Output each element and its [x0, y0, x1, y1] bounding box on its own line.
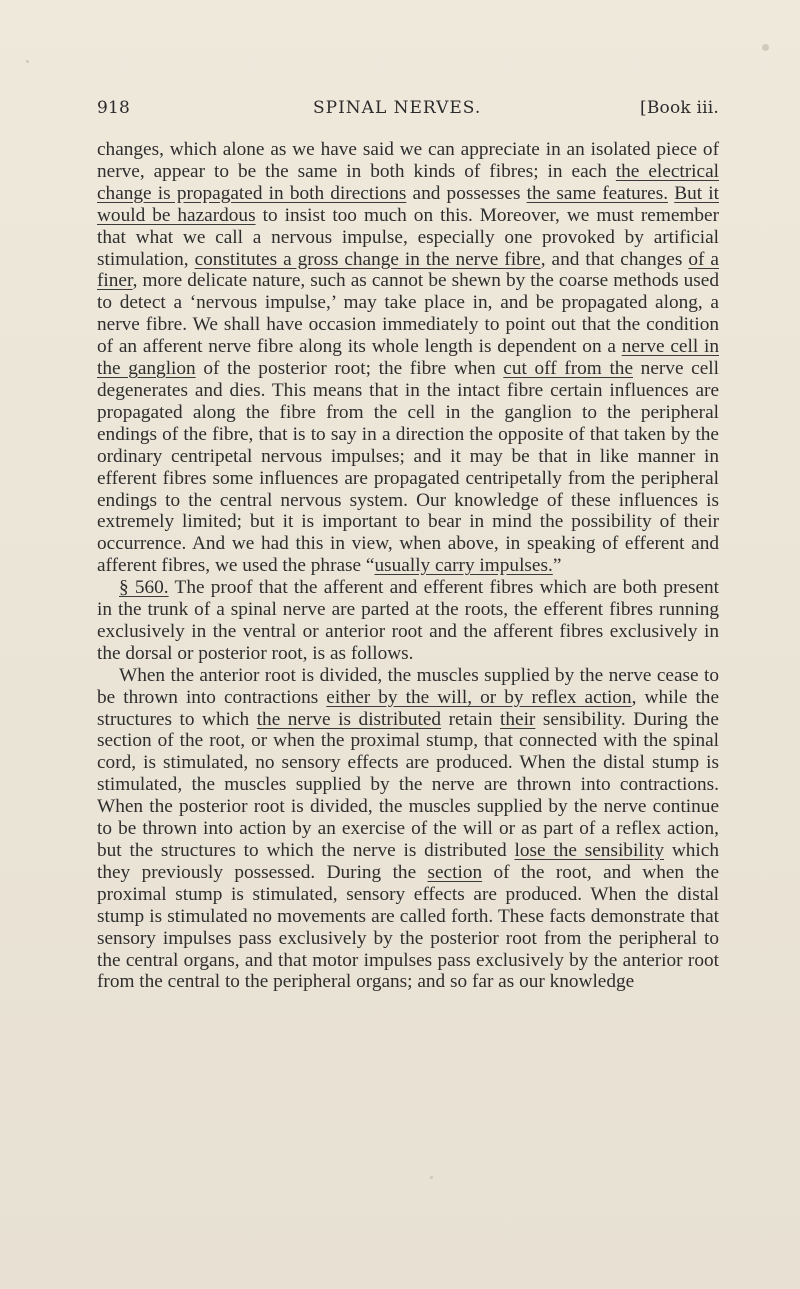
paragraph-continuation	[97, 139, 719, 577]
text-run: changes, which alone as we have said we can appreciate in an isolated piece of nerve, appear to be the same in both kinds of fibres; in each	[97, 139, 719, 182]
underlined-phrase: section	[427, 861, 483, 883]
text-run: , while the structures to which	[97, 686, 720, 730]
text-run: retain	[441, 708, 501, 730]
text-run: which they previously possessed. During the	[97, 840, 719, 883]
text-run: of the root, and when the proximal stump is stimulated, sensory effects are produced. When the distal stump is stimulated no movements are called forth. These facts demonstrate that sensory impulses pass exclusively by the posterior root from the peripheral to the central organs, and that motor impulses pass exclusively by the anterior root from the central to the peripheral organs; and so far as our knowledge	[97, 861, 719, 993]
text-run: nerve cell degenerates and dies. This means that in the intact fibre certain influences are propagated along the fibre from the cell in the ganglion to the peripheral endings of the fibre, that is to say in a direction the opposite of that taken by the ordinary centripetal nervous impulses; and it may be that in like manner in efferent fibres some influences are propagated centripetally from the peripheral endings to the central nervous system. Our knowledge of these influences is extremely limited; but it is important to bear in mind the possibility of their occurrence. And we had this in view, when above, in speaking of efferent and afferent fibres, we used the phrase “	[97, 358, 719, 577]
ink-speck	[430, 1176, 433, 1179]
running-header	[97, 98, 719, 126]
underlined-phrase: of a finer	[97, 248, 719, 292]
underlined-phrase: their	[500, 708, 536, 730]
text-run: to insist too much on this. Moreover, we must remember that what we call a nervous impulse, especially one provoked by artificial stimulation,	[97, 204, 719, 270]
underlined-phrase: nerve cell in the ganglion	[97, 336, 719, 380]
running-title: SPINAL NERVES.	[313, 98, 482, 118]
text-run: of the posterior root; the fibre when	[195, 358, 504, 380]
underlined-phrase: the electrical change is propagated in both directions	[97, 160, 719, 204]
text-run: sensibility. During the section of the root, or when the proximal stump, that connected with the spinal cord, is stimulated, no sensory effects are produced. When the distal stump is stimulated, the muscles supplied by the nerve are thrown into contractions. When the posterior root is divided, the muscles supplied by the nerve continue to be thrown into action by an exercise of the will or as part of a reflex action, but the structures to which the nerve is distributed	[97, 708, 719, 861]
underlined-phrase: § 560.	[119, 577, 169, 599]
underlined-phrase: But it would be hazardous	[97, 182, 719, 226]
text-run: ”	[552, 555, 562, 577]
text-run: and possesses	[406, 182, 527, 204]
ink-speck	[762, 44, 769, 51]
underlined-phrase: cut off from the	[503, 358, 634, 380]
page-number: 918	[97, 98, 131, 118]
underlined-phrase: constitutes a gross change in the nerve fibre	[194, 248, 541, 270]
underlined-phrase: the same features.	[526, 182, 669, 204]
text-run: The proof that the afferent and efferent fibres which are both present in the trunk of a spinal nerve are parted at the roots, the efferent fibres running exclusively in the ventral or anterior root and the afferent fibres exclusively in the dorsal or posterior root, is as follows.	[97, 577, 720, 664]
body-text	[97, 139, 719, 993]
ink-speck	[26, 60, 29, 63]
underlined-phrase: lose the sensibility	[514, 840, 665, 861]
paragraph-section-560	[97, 577, 719, 665]
text-run: , more delicate nature, such as cannot be shewn by the coarse methods used to detect a ‘nervous impulse,’ may take place in, and be propagated along, a nerve fibre. We shall have occasion immediately to point out that the condition of an afferent nerve fibre along its whole length is dependent on a	[97, 270, 719, 358]
underlined-phrase: the nerve is distributed	[256, 708, 442, 730]
text-run: When the anterior root is divided, the muscles supplied by the nerve cease to be thrown into contractions	[97, 664, 719, 708]
underlined-phrase: either by the will, or by reflex action	[326, 686, 632, 708]
underlined-phrase: usually carry impulses.	[374, 555, 553, 577]
book-label: [Book iii.	[639, 98, 719, 118]
paragraph-anterior-root	[97, 665, 719, 994]
text-run: , and that changes	[540, 248, 689, 270]
